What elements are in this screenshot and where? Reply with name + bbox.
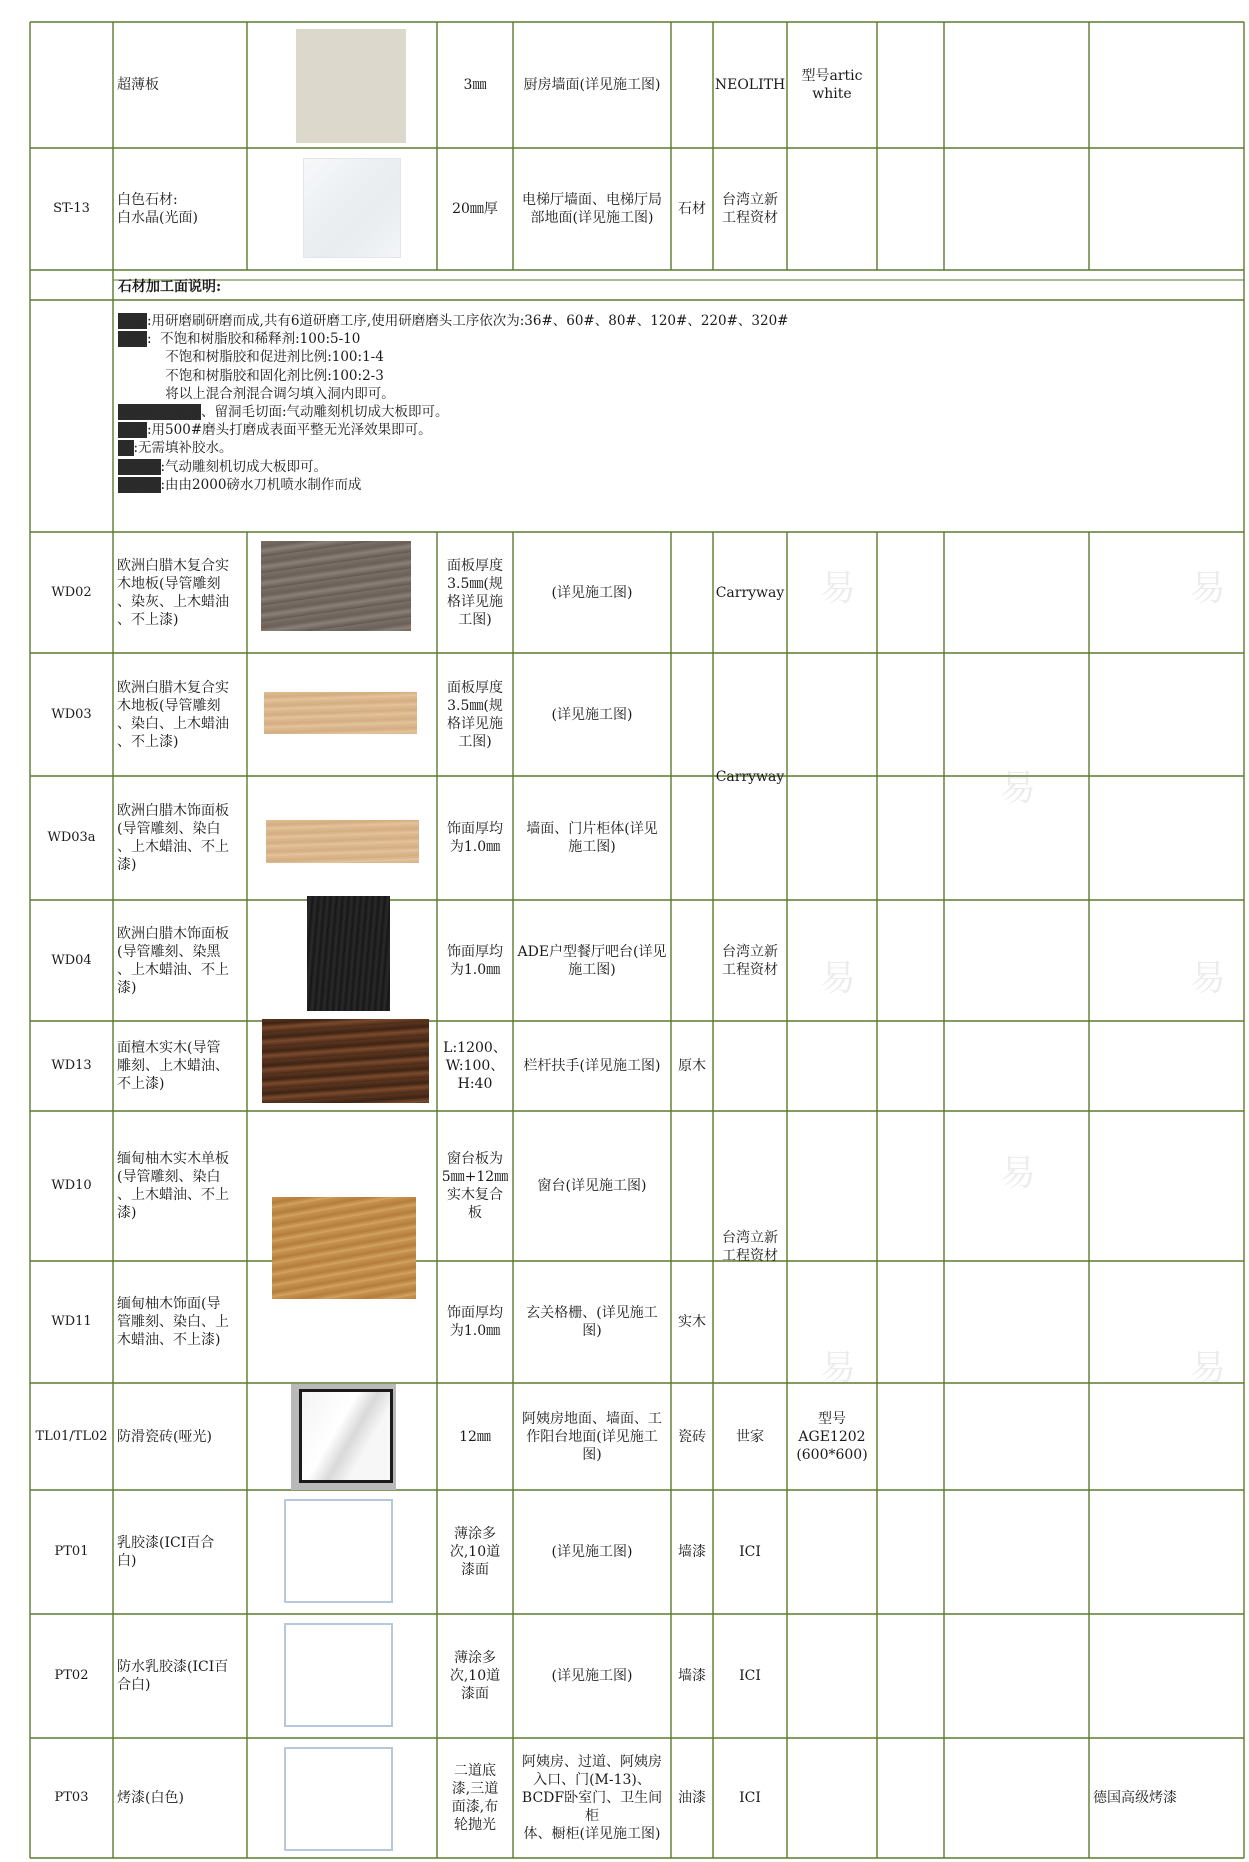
watermark-glyph: 易: [820, 958, 857, 999]
cell-remark: [1089, 22, 1244, 148]
notes-text: :气动雕刻机切成大板即可。: [160, 458, 328, 475]
cell-location: (详见施工图): [551, 1668, 633, 1684]
cell-brand-merged: Carryway: [715, 768, 785, 785]
watermark-glyph: 易: [820, 568, 857, 609]
cell-code: WD11: [51, 1314, 92, 1329]
watermark-glyph: 易: [1190, 1348, 1227, 1389]
cell-brand: ICI: [739, 1668, 761, 1684]
cell-remark: [1089, 653, 1244, 776]
cell-location: 墙面、门片柜体(详见 施工图): [526, 821, 658, 855]
cell-type: [671, 532, 713, 653]
cell-code: WD03: [51, 706, 92, 722]
cell-location: 栏杆扶手(详见施工图): [523, 1058, 661, 1074]
cell-type: [671, 1111, 713, 1261]
cell-type: 油漆: [678, 1790, 706, 1806]
cell-brand: 世家: [736, 1428, 764, 1445]
cell-remark: [1089, 532, 1244, 653]
cell-code: WD04: [51, 952, 92, 968]
cell-size: 薄涂多 次,10道 漆面: [449, 1650, 501, 1702]
notes-line: [118, 367, 1118, 385]
cell-remark: [1089, 1614, 1244, 1738]
cell-type: 瓷砖: [678, 1428, 706, 1445]
notes-text: :无需填补胶水。: [133, 440, 233, 457]
notes-text: :用研磨刷研磨而成,共有6道研磨工序,使用研磨磨头工序依次为:36#、60#、80#、120#、220#、320#: [147, 313, 789, 329]
cell-code: PT02: [54, 1668, 89, 1683]
cell-model: 型号AGE1202 (600*600): [796, 1410, 868, 1463]
cell-code: [30, 22, 113, 148]
cell-code: WD13: [51, 1058, 92, 1073]
notes-text: 不饱和树脂胶和促进剂比例:100:1-4: [118, 349, 384, 366]
cell-brand: ICI: [739, 1790, 761, 1806]
cell-remark: [1089, 148, 1244, 270]
notes-line: [118, 439, 1118, 457]
cell-type: [671, 22, 713, 148]
cell-model: [787, 1111, 877, 1261]
cell-remark: [1089, 1111, 1244, 1261]
cell-model: [787, 1738, 877, 1858]
watermark-glyph: 易: [1000, 768, 1037, 809]
notes-line: [118, 385, 1118, 403]
notes-term: 整光: [119, 422, 146, 439]
cell-code: ST-13: [53, 201, 90, 216]
notes-line: [118, 348, 1118, 366]
cell-size: 窗台板为 5㎜+12㎜ 实木复合 板: [441, 1151, 509, 1221]
cell-location: (详见施工图): [551, 584, 633, 601]
cell-remark: [1089, 1021, 1244, 1111]
cell-type: 实木: [678, 1314, 706, 1330]
cell-model: [787, 1261, 877, 1383]
stone-finish-notes: [118, 312, 1118, 494]
swatch-tl01-tile: [291, 1384, 396, 1490]
cell-size: L:1200、 W:100、 H:40: [443, 1040, 507, 1092]
notes-line: [118, 476, 1118, 494]
cell-location: 阿姨房地面、墙面、工 作阳台地面(详见施工 图): [522, 1410, 662, 1463]
cell-code: WD02: [51, 584, 92, 600]
cell-remark: [1089, 1490, 1244, 1614]
cell-code: WD03a: [47, 830, 96, 845]
swatch-pt02-white: [284, 1623, 393, 1727]
cell-material-name: 防水乳胶漆(ICI百 合白): [117, 1659, 229, 1693]
cell-brand: NEOLITH: [714, 77, 786, 93]
cell-brand: [713, 1021, 787, 1111]
cell-code: TL01/TL02: [35, 1428, 108, 1444]
cell-location: 厨房墙面(详见施工图): [523, 77, 661, 93]
cell-remark: 德国高级烤漆: [1093, 1790, 1177, 1806]
swatch-white-crystal-stone: [303, 158, 401, 258]
cell-code: PT03: [54, 1790, 89, 1805]
cell-type: 墙漆: [678, 1668, 706, 1684]
cell-type: [671, 776, 713, 900]
cell-location: ADE户型餐厅吧台(详见 施工图): [517, 943, 667, 978]
cell-model: [787, 653, 877, 776]
tile-inner: [299, 1389, 393, 1483]
cell-remark: [1089, 1383, 1244, 1490]
cell-location: 玄关格栅、(详见施工 图): [526, 1305, 658, 1339]
notes-text: :由由2000磅水刀机喷水制作而成: [160, 476, 362, 493]
cell-type: 墙漆: [678, 1544, 706, 1560]
cell-size: 二道底 漆,三道 面漆,布 轮抛光: [451, 1763, 499, 1833]
swatch-pt03-white: [284, 1747, 393, 1851]
cell-location: (详见施工图): [551, 1544, 633, 1560]
notes-line: [118, 458, 1118, 476]
cell-brand: Carryway: [715, 584, 785, 601]
watermark-glyph: 易: [1000, 1153, 1037, 1194]
cell-location: 窗台(详见施工图): [537, 1178, 647, 1194]
swatch-wd13-walnut: [262, 1019, 429, 1103]
cell-model: [787, 900, 877, 1021]
cell-model: [787, 148, 877, 270]
cell-brand-merged: 台湾立新 工程资材: [722, 1230, 778, 1264]
cell-type: 石材: [678, 201, 706, 217]
swatch-pt01-white: [284, 1499, 393, 1603]
cell-material-name: 欧洲白腊木复合实 木地板(导管雕刻 、染白、上木蜡油 、不上漆): [117, 679, 229, 750]
cell-type: [671, 653, 713, 776]
cell-code: WD10: [51, 1178, 92, 1193]
cell-model: 型号artic white: [801, 68, 863, 102]
notes-term: 抛光面: [119, 458, 160, 475]
cell-remark: [1089, 1261, 1244, 1383]
swatch-wd10-teak: [272, 1197, 416, 1299]
cell-model: [787, 1614, 877, 1738]
cell-material-name: 缅甸柚木实木单板 (导管雕刻、染白 、上木蜡油、不上 漆): [117, 1151, 229, 1221]
notes-line: [118, 312, 1118, 330]
cell-material-name: 欧洲白腊木饰面板 (导管雕刻、染黑 、上木蜡油、不上 漆): [117, 925, 229, 996]
cell-type: 原木: [678, 1058, 706, 1074]
cell-material-name: 缅甸柚木饰面(导 管雕刻、染白、上 木蜡油、不上漆): [117, 1296, 229, 1348]
cell-size: 薄涂多 次,10道 漆面: [449, 1526, 501, 1578]
cell-model: [787, 1021, 877, 1111]
cell-model: [787, 532, 877, 653]
cell-size: 20㎜厚: [452, 201, 498, 217]
watermark-glyph: 易: [820, 1348, 857, 1389]
notes-term: 水冲面: [119, 476, 160, 493]
notes-text: 、留洞毛切面:气动雕刻机切成大板即可。: [201, 404, 449, 421]
cell-material-name: 白色石材: 白水晶(光面): [117, 192, 198, 226]
cell-brand: ICI: [739, 1544, 761, 1560]
cell-location: (详见施工图): [551, 706, 633, 723]
swatch-wd04-black-ash: [307, 896, 390, 1011]
cell-size: 饰面厚均 为1.0㎜: [447, 1305, 503, 1339]
notes-term: 亚面: [119, 313, 146, 329]
notes-text: : 不饱和树脂胶和稀释剂:100:5-10: [147, 331, 361, 348]
cell-material-name: 乳胶漆(ICI百合 白): [117, 1535, 215, 1569]
notes-text: :用500#磨头打磨成表面平整无光泽效果即可。: [147, 422, 432, 439]
cell-model: [787, 1490, 877, 1614]
notes-term: 毛细面、整光: [119, 404, 200, 421]
cell-type: [671, 900, 713, 1021]
cell-material-name: 欧洲白腊木复合实 木地板(导管雕刻 、染灰、上木蜡油 、不上漆): [117, 557, 229, 628]
swatch-wd02-grey-ash: [261, 541, 411, 631]
notes-header: 石材加工面说明:: [118, 279, 222, 295]
cell-size: 面板厚度 3.5㎜(规 格详见施 工图): [447, 679, 503, 750]
swatch-wd03-white-ash: [264, 692, 417, 734]
cell-material-name: 防滑瓷砖(哑光): [117, 1428, 212, 1445]
cell-size: 12㎜: [459, 1428, 491, 1445]
cell-material-name: 烤漆(白色): [117, 1790, 184, 1806]
notes-text: 将以上混合剂混合调匀填入洞内即可。: [118, 385, 395, 402]
notes-term: 补胶: [119, 331, 146, 348]
notes-line: [118, 330, 1118, 348]
cell-size: 3㎜: [463, 77, 487, 93]
notes-line: [118, 403, 1118, 421]
watermark-glyph: 易: [1190, 958, 1227, 999]
swatch-ultrathin-board: [296, 29, 406, 143]
cell-code: PT01: [54, 1544, 89, 1559]
cell-remark: [1089, 900, 1244, 1021]
cell-size: 饰面厚均 为1.0㎜: [447, 943, 503, 978]
cell-location: 电梯厅墙面、电梯厅局 部地面(详见施工图): [522, 192, 662, 226]
cell-remark: [1089, 776, 1244, 900]
cell-size: 面板厚度 3.5㎜(规 格详见施 工图): [447, 557, 503, 628]
cell-location: 阿姨房、过道、阿姨房 入口、门(M-13)、 BCDF卧室门、卫生间柜 体、橱柜(详见施工图): [521, 1754, 663, 1842]
cell-size: 饰面厚均 为1.0㎜: [447, 821, 503, 855]
watermark-glyph: 易: [1190, 568, 1227, 609]
notes-term: 面: [119, 440, 133, 457]
notes-text: 不饱和树脂胶和固化剂比例:100:2-3: [118, 367, 384, 384]
notes-line: [118, 421, 1118, 439]
cell-brand: 台湾立新 工程资材: [722, 943, 778, 978]
cell-model: [787, 776, 877, 900]
cell-brand: 台湾立新 工程资材: [722, 192, 778, 226]
cell-material-name: 欧洲白腊木饰面板 (导管雕刻、染白 、上木蜡油、不上 漆): [117, 803, 229, 873]
cell-material-name: 超薄板: [117, 77, 159, 93]
cell-material-name: 面檀木实木(导管 雕刻、上木蜡油、 不上漆): [117, 1040, 229, 1092]
swatch-wd03a-white-ash-veneer: [266, 820, 419, 863]
